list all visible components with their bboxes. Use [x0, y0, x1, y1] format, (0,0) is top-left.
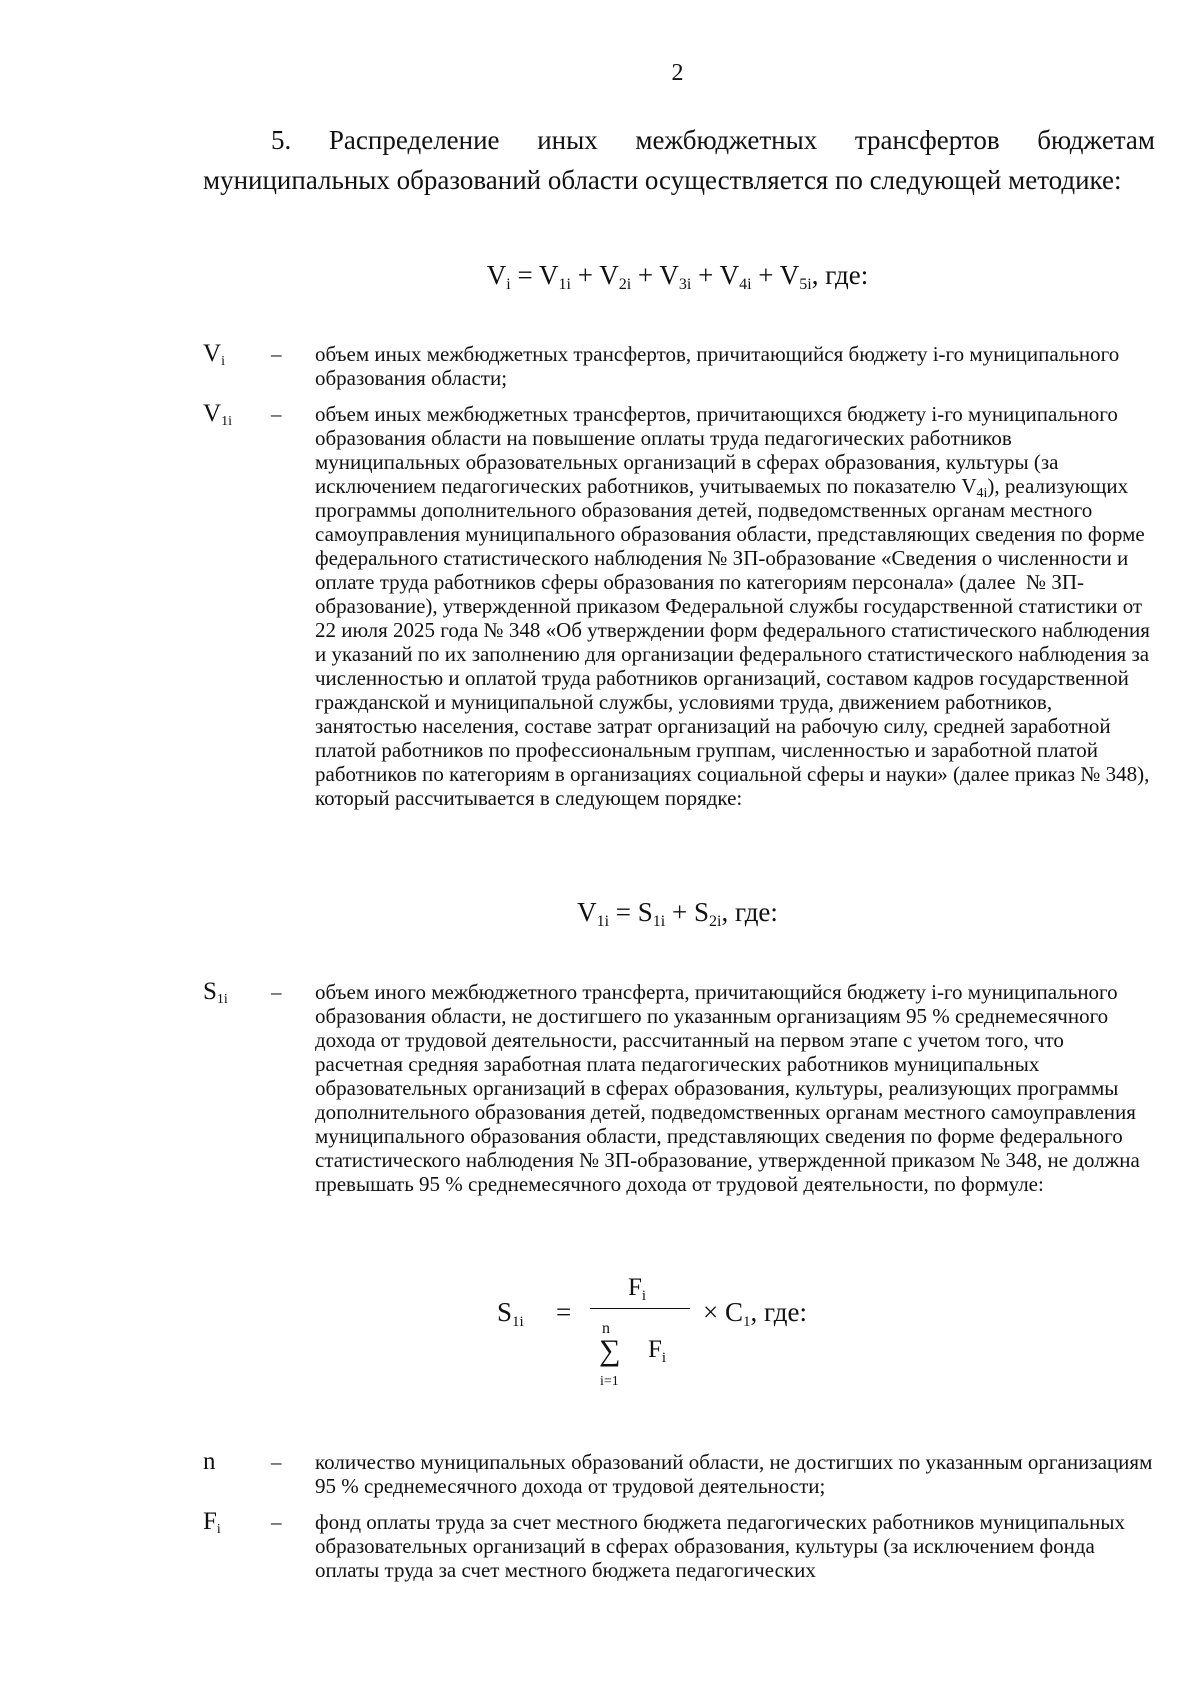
page-number: 2	[671, 60, 684, 86]
definition-dash: –	[271, 1510, 282, 1534]
definition-text: объем иного межбюджетного трансферта, причитающийся бюджету i-го муниципального образования области, не достигшего по указанным организациям 95 % среднемесячного дохода от трудовой деятельности, рассчитанный на первом этапе с учетом того, что расчетная средняя заработная плата педагогических работников муниципальных образовательных организаций в сферах образования, культуры, реализующих программы дополнительного образования детей, подведомственных органам местного самоуправления муниципального образования области, представляющих сведения по форме федерального статистического наблюдения № ЗП-образование, утвержденной приказом № 348, не должна превышать 95 % среднемесячного дохода от трудовой деятельности, по формуле:	[315, 980, 1146, 1196]
definition-symbol: $V_{1i}$	[203, 400, 232, 429]
formula-equals: =	[556, 1297, 572, 1327]
definition-symbol: $V_i$	[203, 340, 225, 369]
definition-text: фонд оплаты труда за счет местного бюджета педагогических работников муниципальных образовательных организаций в сферах образования, культуры (за исключением фонда оплаты труда за счет местного бюджета педагогических	[315, 1510, 1131, 1582]
fraction-numerator: $F_i$	[628, 1274, 647, 1304]
definition-dash: –	[271, 980, 282, 1004]
formula-s1i	[0, 1274, 1200, 1405]
definition-dash: –	[271, 402, 282, 426]
sum-upper-limit: n	[602, 1320, 610, 1337]
fraction-denominator: $F_i$	[648, 1336, 667, 1366]
formula-v1i: $V_{1i} = S_{1i} + S_{2i}$, где:	[577, 897, 778, 930]
intro-paragraph: 5. Распределение иных межбюджетных трансфертов бюджетам муниципальных образований области осуществляется по следующей методике:	[203, 125, 1162, 195]
definition-symbol: n	[203, 1448, 216, 1475]
definition-text: количество муниципальных образований области, не достигших по указанным организациям 95 % среднемесячного дохода от трудовой деятельности;	[315, 1450, 1158, 1498]
formula-vi: $V_i = V_{1i} + V_{2i} + V_{3i} + V_{4i} + V_{5i}$, где:	[486, 260, 869, 293]
definition-text: объем иных межбюджетных трансфертов, причитающихся бюджету i-го муниципального образования области на повышение оплаты труда педагогических работников муниципальных образовательных организаций в сферах образования, культуры (за исключением педагогических работников, учитываемых по показателю $V_{4i}$), реализующих программы дополнительного образования детей, подведомственных органам местного самоуправления муниципального образования области, представляющих сведения по форме федерального статистического наблюдения № ЗП-образование «Сведения о численности и оплате труда работников сферы образования по категориям персонала» (далее № ЗП-образование), утвержденной приказом Федеральной службы государственной статистики от 22 июля 2025 года № 348 «Об утверждении форм федерального статистического наблюдения и указаний по их заполнению для организации федерального статистического наблюдения за численностью и оплатой труда работников организаций, составом кадров государственной гражданской и муниципальной службы, условиями труда, движением работников, занятостью населения, составе затрат организаций на рабочую силу, средней заработной платой работников по профессиональным группам, численностью и заработной платой работников по категориям в организациях социальной сферы и науки» (далее приказ № 348), который рассчитывается в следующем порядке:	[315, 402, 1156, 810]
definition-dash: –	[271, 342, 282, 366]
sum-lower-limit: i=1	[600, 1374, 619, 1389]
formula-lhs: $S_{1i}$	[497, 1297, 524, 1330]
definition-symbol: $S_{1i}$	[203, 978, 228, 1007]
definition-dash: –	[271, 1450, 282, 1474]
definition-symbol: $F_i$	[203, 1508, 221, 1537]
fraction-bar	[590, 1308, 690, 1309]
formula-rhs: × $C_1$, где:	[703, 1297, 807, 1330]
definition-text: объем иных межбюджетных трансфертов, причитающийся бюджету i-го муниципального образования области;	[315, 342, 1125, 390]
sum-sigma: ∑	[599, 1334, 621, 1367]
